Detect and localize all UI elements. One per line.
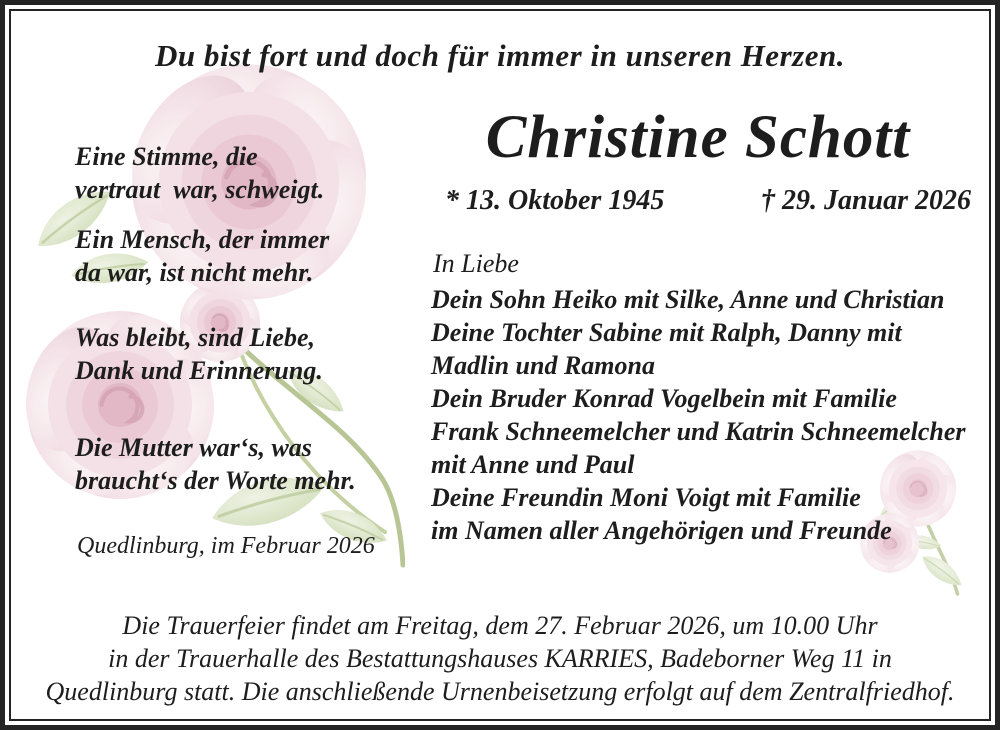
deceased-name: Christine Schott [485,104,911,171]
place-date-line: Quedlinburg, im Februar 2026 [77,533,375,559]
mourner-line: im Namen aller Angehörigen und Freunde [431,516,892,545]
mourners-list [431,283,977,547]
funeral-info-line: Die Trauerfeier findet am Freitag, dem 27. Februar 2026, um 10.00 Uhr [122,611,878,640]
funeral-info-line: Quedlinburg statt. Die anschließende Urnenbeisetzung erfolgt auf dem Zentralfriedhof. [45,677,955,706]
mourner-line: Deine Tochter Sabine mit Ralph, Danny mit [431,318,902,347]
mourner-line: Dein Sohn Heiko mit Silke, Anne und Christian [431,285,945,314]
mourner-line: Frank Schneemelcher und Katrin Schneemelcher [431,417,966,446]
poem-line: braucht‘s der Worte mehr. [75,466,356,495]
poem-stanza [75,321,405,387]
headline: Du bist fort und doch für immer in unseren Herzen. [155,38,845,73]
main-notice-column [419,101,977,547]
mourner-line: Madlin und Ramona [431,351,655,380]
funeral-info [11,609,989,708]
poem-line: vertraut war, schweigt. [75,175,325,204]
poem-line: Was bleibt, sind Liebe, [75,323,316,352]
poem-stanza [75,223,405,289]
poem-stanza [75,140,405,206]
funeral-info-line: in der Trauerhalle des Bestattungshauses KARRIES, Badeborner Weg 11 in [108,644,892,673]
poem-line: Dank und Erinnerung. [75,356,323,385]
birth-date: * 13. Oktober 1945 [445,185,665,216]
death-date: † 29. Januar 2026 [760,185,971,216]
mourner-line: Dein Bruder Konrad Vogelbein mit Familie [431,384,897,413]
mourner-line: mit Anne und Paul [431,450,635,479]
poem-line: da war, ist nicht mehr. [75,258,314,287]
mourner-line: Deine Freundin Moni Voigt mit Familie [431,483,861,512]
life-dates [419,185,977,217]
poem-line: Die Mutter war‘s, was [75,433,312,462]
poem-stanza [75,431,405,497]
poem-line: Eine Stimme, die [75,142,258,171]
page-border [9,9,991,721]
condolence-intro: In Liebe [433,249,519,278]
poem-line: Ein Mensch, der immer [75,225,330,254]
